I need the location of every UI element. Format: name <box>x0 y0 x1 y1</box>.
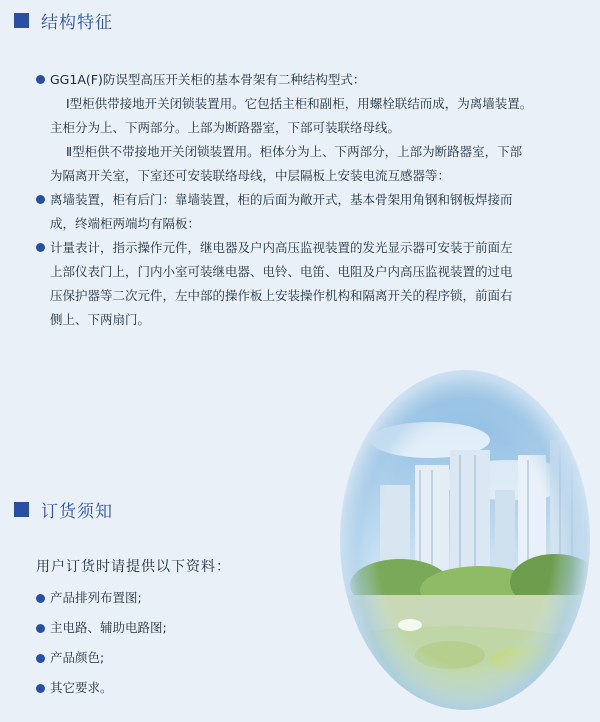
section-title: 订货须知 <box>41 502 113 522</box>
bullet-icon <box>36 594 45 603</box>
list-item <box>36 648 167 678</box>
list-item-text: 其它要求。 <box>50 680 113 695</box>
square-bullet-icon <box>14 502 29 517</box>
section-heading-ordering <box>14 497 113 522</box>
structure-body <box>36 68 586 332</box>
type2-line-2: 为隔离开关室，下室还可安装联络母线，中层隔板上安装电流互感器等： <box>50 168 451 183</box>
city-skyline-image <box>340 370 590 710</box>
list-item-text: 主电路、辅助电路图; <box>50 620 167 635</box>
list-item <box>36 618 167 648</box>
type1-line-2: 主柜分为上、下两部分。上部为断路器室，下部可装联络母线。 <box>50 120 401 135</box>
bullet-icon <box>36 684 45 693</box>
bullet-icon <box>36 624 45 633</box>
instruments-line-4: 侧上、下两扇门。 <box>50 312 151 327</box>
instruments-line-1: 计量表计，指示操作元件，继电器及户内高压监视装置的发光显示器可安装于前面左 <box>50 240 513 255</box>
section-title: 结构特征 <box>41 13 113 33</box>
type2-line-1: Ⅱ型柜供不带接地开关闭锁装置用。柜体分为上、下两部分，上部为断路器室，下部 <box>66 144 523 159</box>
off-wall-paragraph <box>36 188 586 236</box>
list-item <box>36 588 167 618</box>
ordering-list <box>36 588 167 708</box>
bullet-icon <box>36 654 45 663</box>
bullet-icon <box>36 75 45 84</box>
off-wall-line-1: 离墙装置，柜有后门：靠墙装置，柜的后面为敞开式，基本骨架用角钢和钢板焊接而 <box>50 192 513 207</box>
structure-intro: GG1A(F)防误型高压开关柜的基本骨架有二种结构型式： <box>50 72 366 87</box>
ordering-intro: 用户订货时请提供以下资料： <box>36 559 231 575</box>
list-item-text: 产品排列布置图; <box>50 590 142 605</box>
list-item-text: 产品颜色; <box>50 650 105 665</box>
structure-paragraph <box>36 68 586 188</box>
bullet-icon <box>36 195 45 204</box>
instruments-paragraph <box>36 236 586 332</box>
section-heading-structure <box>14 8 113 33</box>
bullet-icon <box>36 243 45 252</box>
square-bullet-icon <box>14 13 29 28</box>
instruments-line-2: 上部仪表门上，门内小室可装继电器、电铃、电笛、电阻及户内高压监视装置的过电 <box>50 264 513 279</box>
type1-line-1: Ⅰ型柜供带接地开关闭锁装置用。它包括主柜和副柜，用螺栓联结而成，为离墙装置。 <box>66 96 533 111</box>
instruments-line-3: 压保护器等二次元件，左中部的操作板上安装操作机构和隔离开关的程序锁，前面右 <box>50 288 513 303</box>
list-item <box>36 678 167 708</box>
off-wall-line-2: 成，终端柜两端均有隔板： <box>50 216 201 231</box>
